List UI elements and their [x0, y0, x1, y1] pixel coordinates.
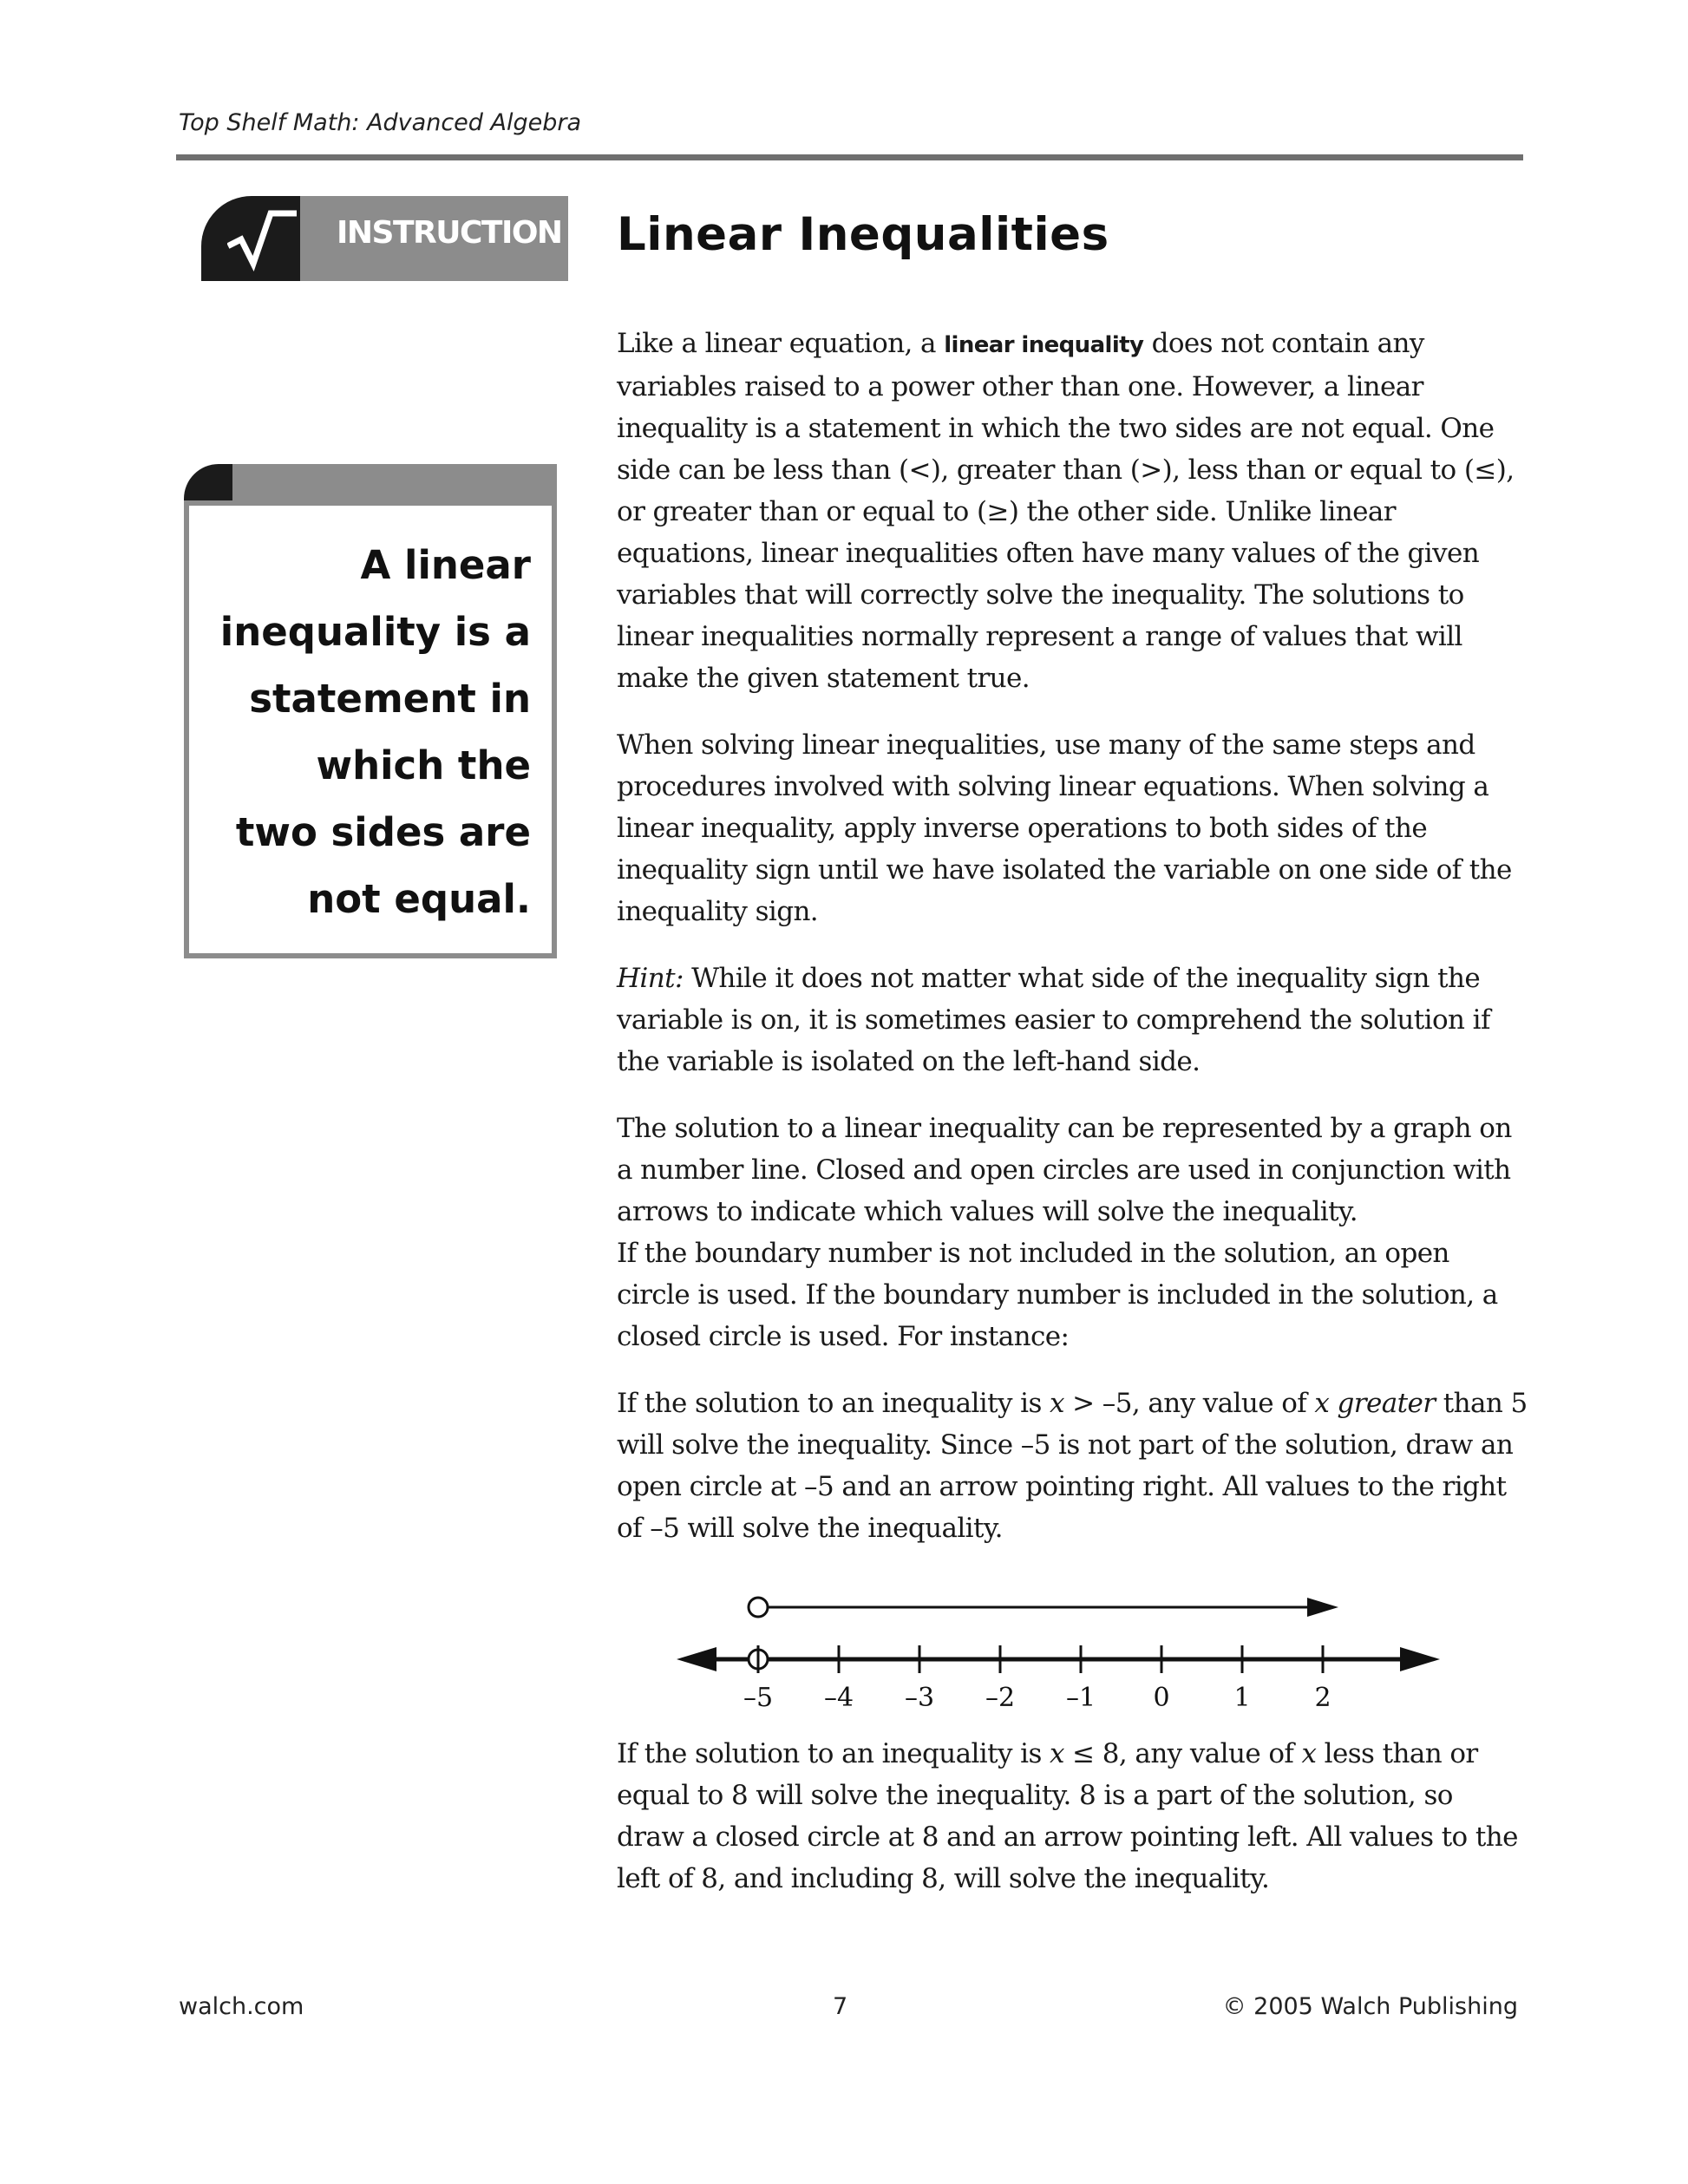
paragraph-graphing: [617, 1108, 1528, 1357]
callout-line: which the: [316, 742, 531, 788]
tab-grey-segment: [300, 196, 568, 281]
tab-label: INSTRUCTION: [337, 215, 562, 251]
text-run: does not contain any variables raised to a power other than one. However, a linear inequality is a statement in which the two sides are not equal. One side can be less than (<), greater than (>), less than or equal to (≤), or greater than or equal to (≥) the other side. Unlike linear equations, linear inequalities often have many values of the given variables that will correctly solve the inequality. The solutions to linear inequalities normally represent a range of values that will make the given statement true.: [617, 328, 1515, 694]
paragraph-example-2-text: [617, 1733, 1528, 1900]
tick-label: –5: [743, 1683, 774, 1713]
callout-text: [201, 532, 531, 932]
paragraph-solving: When solving linear inequalities, use many of the same steps and procedures involved with solving linear equations. When solving a linear inequality, apply inverse operations to both sides of the inequality sign until we have isolated the variable on one side of the inequality sign.: [617, 729, 1512, 927]
text-run: ≤ 8, any value of: [1063, 1738, 1302, 1769]
paragraph-hint: [617, 958, 1528, 1082]
tick-label: –1: [1065, 1683, 1096, 1713]
axis-right-arrowhead: [1400, 1647, 1440, 1671]
header-rule: [176, 154, 1523, 160]
square-root-icon: [227, 206, 297, 272]
callout-line: statement in: [249, 676, 531, 722]
text-run: Like a linear equation, a: [617, 328, 945, 359]
footer-copyright: © 2005 Walch Publishing: [1222, 1993, 1518, 2020]
paragraph-example-2: [617, 1733, 1528, 1900]
variable-x: x: [1301, 1738, 1317, 1769]
text-run: > –5, any value of: [1063, 1388, 1315, 1419]
text-run: If the boundary number is not included in the solution, an open circle is used. If the boundary number is included in the solution, a closed circle is used. For instance:: [617, 1238, 1498, 1352]
text-run: than 5 will solve the inequality. Since –5 is not part of the solution, draw an open circle at –5 and an arrow pointing right. All values to the right of –5 will solve the inequality.: [617, 1388, 1528, 1544]
page-title: Linear Inequalities: [617, 208, 1109, 261]
callout-line: two sides are: [235, 809, 531, 855]
tick-label: –4: [823, 1683, 854, 1713]
callout-box: [184, 464, 557, 955]
axis-left-arrowhead: [677, 1647, 716, 1671]
running-header: Top Shelf Math: Advanced Algebra: [179, 109, 581, 136]
tick-label: 0: [1153, 1683, 1170, 1713]
paragraph-example-1: [617, 1383, 1528, 1549]
tab-dark-segment: [201, 196, 300, 281]
main-text: [617, 323, 1528, 1574]
footer-website: walch.com: [179, 1993, 304, 2020]
number-line-figure: [677, 1574, 1440, 1713]
text-run: If the solution to an inequality is: [617, 1388, 1050, 1419]
boundary-circle-ray: [749, 1598, 768, 1617]
tick-label: –3: [904, 1683, 935, 1713]
text-run: less than or equal to 8 will solve the inequality. 8 is a part of the solution, so draw a closed circle at 8 and an arrow pointing left. All values to the left of 8, and including 8, will solve the inequality.: [617, 1738, 1518, 1894]
paragraph-definition: [617, 323, 1528, 699]
instruction-tab: [201, 196, 568, 281]
callout-cap-grey: [232, 464, 557, 502]
variable-x-greater: x greater: [1314, 1388, 1436, 1419]
hint-label: Hint:: [617, 963, 684, 994]
tick-label: 1: [1233, 1683, 1251, 1713]
variable-x: x: [1050, 1738, 1064, 1769]
variable-x: x: [1050, 1388, 1064, 1419]
text-run: If the solution to an inequality is: [617, 1738, 1050, 1769]
callout-line: A linear: [360, 542, 531, 588]
tick-label: –2: [985, 1683, 1016, 1713]
callout-line: inequality is a: [219, 609, 531, 655]
tick-label: 2: [1314, 1683, 1331, 1713]
key-term: linear inequality: [944, 332, 1144, 358]
callout-frame: [184, 500, 557, 958]
solution-arrowhead: [1307, 1598, 1338, 1617]
text-run: The solution to a linear inequality can be represented by a graph on a number line. Closed and open circles are used in conjunction with arrows to indicate which values will solve the inequality.: [617, 1113, 1512, 1227]
number-line-svg: [677, 1574, 1440, 1713]
callout-line: not equal.: [307, 876, 531, 922]
text-run: While it does not matter what side of the inequality sign the variable is on, it is sometimes easier to comprehend the solution if the variable is isolated on the left-hand side.: [617, 963, 1490, 1077]
page-number: 7: [833, 1993, 848, 2020]
callout-cap-dark: [184, 464, 232, 502]
